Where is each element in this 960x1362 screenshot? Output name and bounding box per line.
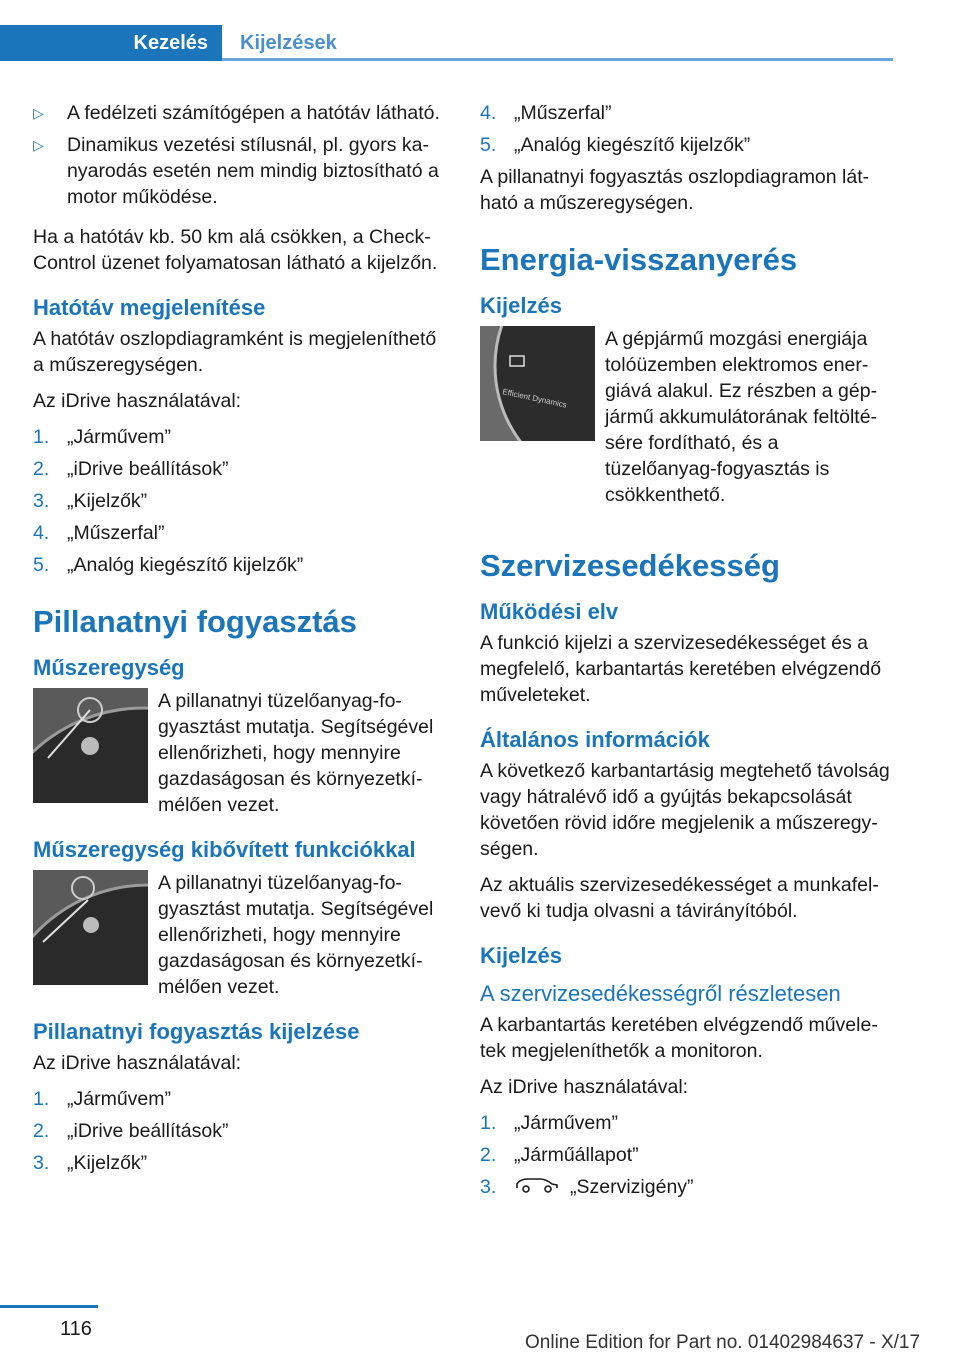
figure bbox=[33, 870, 448, 1000]
heading-kijelzese: Pillanatnyi fogyasztás kijelzése bbox=[33, 1019, 360, 1044]
header bbox=[0, 25, 893, 61]
bullet-item bbox=[33, 100, 448, 126]
paragraph: A következő karbantartásig megtehető távolság vagy hátralévő idő a gyújtás bekapcsolását követően rövid időre megjelenik a műszeregységen. bbox=[480, 760, 890, 860]
list-item: 4. „Műszerfal” bbox=[33, 522, 165, 544]
heading-hatotav: Hatótáv megjelenítése bbox=[33, 295, 266, 320]
header-rule bbox=[222, 58, 893, 61]
thumb-label: Efficient Dynamics bbox=[501, 387, 568, 410]
list-item: 3. „Szervizigény” bbox=[480, 1174, 895, 1200]
list-item: 2. „Járműállapot” bbox=[480, 1144, 639, 1166]
car-service-icon bbox=[514, 1174, 560, 1201]
left-column bbox=[33, 100, 448, 1182]
list-item: 4. „Műszerfal” bbox=[480, 102, 612, 124]
bullet-item bbox=[33, 132, 448, 210]
figure-caption: A gépjármű mozgási energiája tolóüzemben elektromos energiává alakul. Ez részben a gépjármű akkumulátorának feltöltésére fordítható, és a tüzelőanyag-fogyasztás is csökkenthető. bbox=[605, 328, 878, 506]
list-item: 5. „Analóg kiegészítő kijelzők” bbox=[33, 554, 304, 576]
paragraph: Az iDrive használatával: bbox=[480, 1076, 689, 1098]
edition-text: Online Edition for Part no. 01402984637 - X/17 bbox=[525, 1332, 921, 1353]
gauge-image bbox=[33, 870, 148, 985]
bullet-text: Dinamikus vezetési stílusnál, pl. gyors kanyarodás esetén nem mindig biztosítható a motor működése. bbox=[67, 134, 439, 208]
list-item: 5. „Analóg kiegészítő kijelzők” bbox=[480, 134, 751, 156]
paragraph: A funkció kijelzi a szervizesedékességet és a megfelelő, karbantartás keretében elvégzendő műveleteket. bbox=[480, 632, 882, 706]
figure bbox=[33, 688, 448, 818]
figure bbox=[480, 326, 895, 508]
page-number: 116 bbox=[60, 1318, 92, 1340]
list-item: 3. „Kijelzők” bbox=[33, 490, 148, 512]
heading-reszletesen: A szervizesedékességről részletesen bbox=[480, 981, 841, 1006]
heading-muszer-ext: Műszeregység kibővített funkciókkal bbox=[33, 837, 416, 862]
bullet-text: A fedélzeti számítógépen a hatótáv látható. bbox=[67, 102, 440, 124]
triangle-bullet-icon: ▷ bbox=[33, 105, 44, 121]
paragraph: A pillanatnyi fogyasztás oszlopdiagramon látható a műszeregységen. bbox=[480, 166, 870, 214]
efficient-dynamics-image bbox=[480, 326, 595, 441]
list-item: 2. „iDrive beállítások” bbox=[33, 458, 229, 480]
tab-kezeles[interactable]: Kezelés bbox=[0, 25, 222, 61]
heading-altalanos: Általános információk bbox=[480, 727, 710, 752]
list-item: 1. „Járművem” bbox=[33, 1088, 172, 1110]
right-column bbox=[480, 100, 895, 1206]
footer-rule bbox=[0, 1305, 98, 1308]
heading-mukodesi: Működési elv bbox=[480, 599, 619, 624]
gauge-image bbox=[33, 688, 148, 803]
figure-caption: A pillanatnyi tüzelőanyag-fogyasztást mutatja. Segítségével ellenőrizheti, hogy mennyire gazdaságosan és környezetkímélően vezet. bbox=[158, 690, 434, 816]
list-item: 3. „Kijelzők” bbox=[33, 1152, 148, 1174]
list-item: 1. „Járművem” bbox=[480, 1112, 619, 1134]
heading-kijelzes: Kijelzés bbox=[480, 293, 562, 318]
heading-pillanatnyi: Pillanatnyi fogyasztás bbox=[33, 604, 357, 639]
heading-szerviz: Szervizesedékesség bbox=[480, 548, 780, 583]
heading-kijelzes-2: Kijelzés bbox=[480, 943, 562, 968]
paragraph: A karbantartás keretében elvégzendő műveletek megjeleníthetők a monitoron. bbox=[480, 1014, 878, 1062]
heading-muszeregyseg: Műszeregység bbox=[33, 655, 185, 680]
heading-energia: Energia-visszanyerés bbox=[480, 242, 798, 277]
list-item: 1. „Járművem” bbox=[33, 426, 172, 448]
figure-caption: A pillanatnyi tüzelőanyag-fogyasztást mutatja. Segítségével ellenőrizheti, hogy mennyire gazdaságosan és környezetkímélően vezet. bbox=[158, 872, 434, 998]
paragraph: Az iDrive használatával: bbox=[33, 1052, 242, 1074]
triangle-bullet-icon: ▷ bbox=[33, 137, 44, 153]
tab-kijelzesek[interactable]: Kijelzések bbox=[240, 32, 337, 54]
paragraph: Az aktuális szervizesedékességet a munkafelvevő ki tudja olvasni a távirányítóból. bbox=[480, 874, 879, 922]
list-item: 2. „iDrive beállítások” bbox=[33, 1120, 229, 1142]
paragraph: A hatótáv oszlopdiagramként is megjeleníthető a műszeregységen. bbox=[33, 328, 437, 376]
paragraph: Az iDrive használatával: bbox=[33, 390, 242, 412]
paragraph: Ha a hatótáv kb. 50 km alá csökken, a Check-Control üzenet folyamatosan látható a kijelzőn. bbox=[33, 226, 438, 274]
